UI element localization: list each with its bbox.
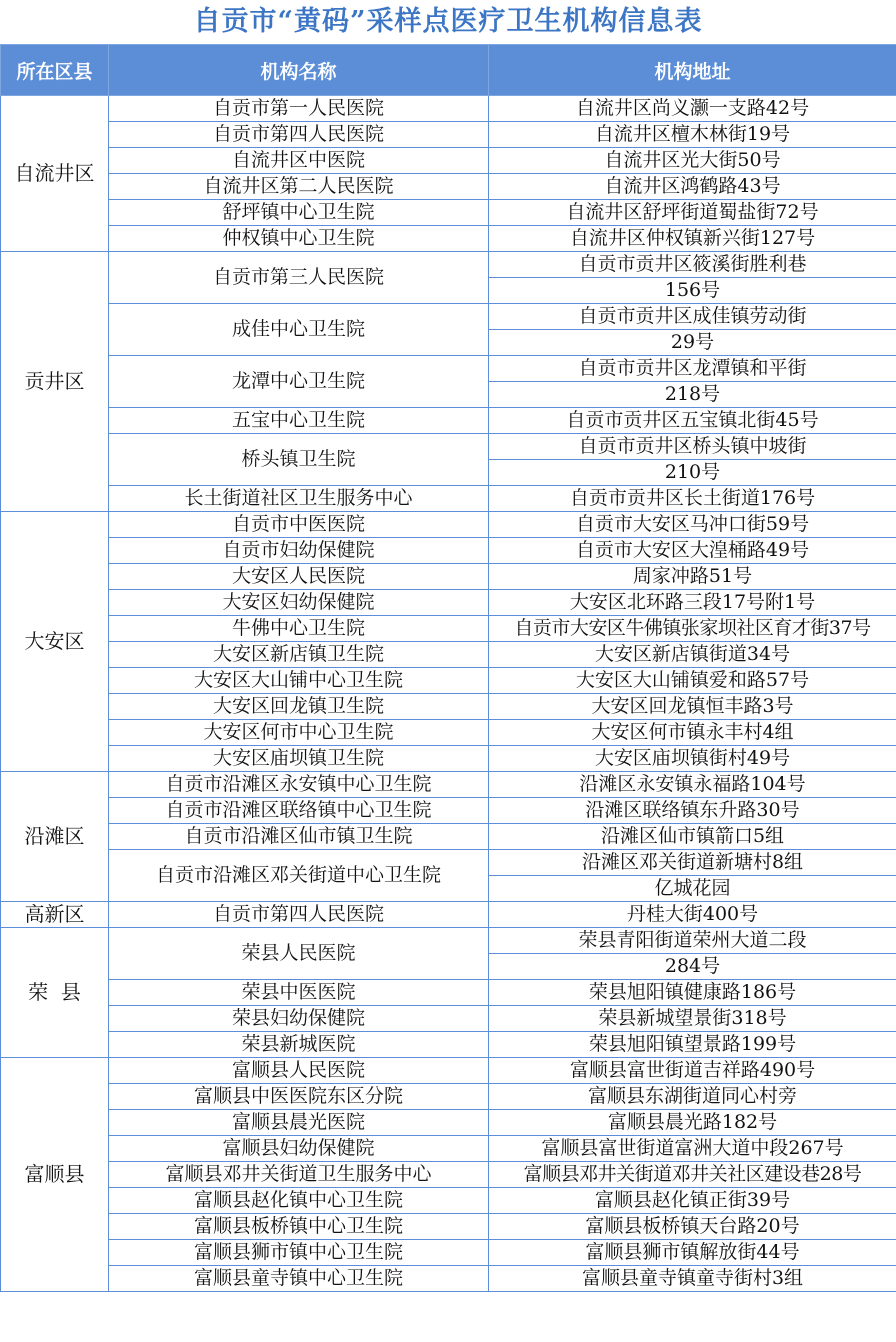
- institution-address-cell: 自贡市贡井区筱溪街胜利巷: [489, 252, 896, 278]
- table-row: [1, 564, 896, 590]
- table-row: [1, 1110, 896, 1136]
- institution-address-cell: 沿滩区联络镇东升路30号: [489, 798, 896, 824]
- institution-name-cell: 大安区妇幼保健院: [109, 590, 489, 616]
- table-body: [1, 96, 896, 1292]
- table-row: [1, 590, 896, 616]
- institution-address-cell: 自贡市贡井区长土街道176号: [489, 486, 896, 512]
- institution-address-cell: 亿城花园: [489, 876, 896, 902]
- table-row: [1, 902, 896, 928]
- institution-name-cell: 富顺县赵化镇中心卫生院: [109, 1188, 489, 1214]
- district-cell: 荣 县: [1, 928, 109, 1058]
- institution-address-cell: 荣县旭阳镇健康路186号: [489, 980, 896, 1006]
- district-cell: 自流井区: [1, 96, 109, 252]
- table-row: [1, 1006, 896, 1032]
- institution-name-cell: 自贡市第一人民医院: [109, 96, 489, 122]
- table-row: [1, 512, 896, 538]
- institution-address-cell: 自贡市贡井区桥头镇中坡街: [489, 434, 896, 460]
- institution-name-cell: 舒坪镇中心卫生院: [109, 200, 489, 226]
- institution-address-cell: 沿滩区邓关街道新塘村8组: [489, 850, 896, 876]
- institution-name-cell: 自贡市第四人民医院: [109, 902, 489, 928]
- table-row: [1, 434, 896, 460]
- institution-address-cell: 自流井区光大街50号: [489, 148, 896, 174]
- table-row: [1, 824, 896, 850]
- table-row: [1, 694, 896, 720]
- institution-name-cell: 自流井区中医院: [109, 148, 489, 174]
- table-header-row: [1, 45, 896, 96]
- table-row: [1, 304, 896, 330]
- institution-address-cell: 284号: [489, 954, 896, 980]
- district-cell: 大安区: [1, 512, 109, 772]
- institution-name-cell: 牛佛中心卫生院: [109, 616, 489, 642]
- institution-address-cell: 丹桂大街400号: [489, 902, 896, 928]
- table-row: [1, 1084, 896, 1110]
- table-row: [1, 408, 896, 434]
- institution-address-cell: 自流井区檀木林街19号: [489, 122, 896, 148]
- institution-address-cell: 29号: [489, 330, 896, 356]
- institution-name-cell: 大安区何市中心卫生院: [109, 720, 489, 746]
- institution-address-cell: 富顺县童寺镇童寺街村3组: [489, 1266, 896, 1292]
- institution-address-cell: 自贡市贡井区龙潭镇和平街: [489, 356, 896, 382]
- table-row: [1, 356, 896, 382]
- institution-address-cell: 大安区回龙镇恒丰路3号: [489, 694, 896, 720]
- institution-address-cell: 沿滩区永安镇永福路104号: [489, 772, 896, 798]
- header-address: 机构地址: [489, 45, 896, 96]
- institution-address-cell: 自流井区鸿鹤路43号: [489, 174, 896, 200]
- institution-name-cell: 五宝中心卫生院: [109, 408, 489, 434]
- institution-address-cell: 富顺县东湖街道同心村旁: [489, 1084, 896, 1110]
- table-row: [1, 1162, 896, 1188]
- institution-address-cell: 大安区新店镇街道34号: [489, 642, 896, 668]
- table-row: [1, 252, 896, 278]
- institution-address-cell: 大安区北环路三段17号附1号: [489, 590, 896, 616]
- institution-name-cell: 自贡市沿滩区邓关街道中心卫生院: [109, 850, 489, 902]
- institution-address-cell: 富顺县富世街道富洲大道中段267号: [489, 1136, 896, 1162]
- institution-name-cell: 富顺县中医医院东区分院: [109, 1084, 489, 1110]
- institution-address-cell: 自流井区尚义灏一支路42号: [489, 96, 896, 122]
- institution-name-cell: 成佳中心卫生院: [109, 304, 489, 356]
- institution-address-cell: 荣县旭阳镇望景路199号: [489, 1032, 896, 1058]
- table-row: [1, 1032, 896, 1058]
- institution-address-cell: 自流井区舒坪街道蜀盐街72号: [489, 200, 896, 226]
- institution-address-cell: 自贡市贡井区成佳镇劳动街: [489, 304, 896, 330]
- institution-address-cell: 自贡市贡井区五宝镇北街45号: [489, 408, 896, 434]
- table-row: [1, 720, 896, 746]
- institution-name-cell: 富顺县晨光医院: [109, 1110, 489, 1136]
- institution-address-cell: 自贡市大安区大湟桶路49号: [489, 538, 896, 564]
- institution-name-cell: 龙潭中心卫生院: [109, 356, 489, 408]
- institution-name-cell: 自贡市妇幼保健院: [109, 538, 489, 564]
- table-row: [1, 538, 896, 564]
- institution-address-cell: 自流井区仲权镇新兴街127号: [489, 226, 896, 252]
- page-title: 自贡市“黄码”采样点医疗卫生机构信息表: [193, 6, 703, 37]
- table-row: [1, 1240, 896, 1266]
- institution-name-cell: 荣县人民医院: [109, 928, 489, 980]
- district-cell: 高新区: [1, 902, 109, 928]
- institution-address-cell: 富顺县赵化镇正街39号: [489, 1188, 896, 1214]
- institution-address-cell: 荣县新城望景街318号: [489, 1006, 896, 1032]
- district-cell: 贡井区: [1, 252, 109, 512]
- institution-address-cell: 自贡市大安区马冲口街59号: [489, 512, 896, 538]
- table-row: [1, 642, 896, 668]
- institution-name-cell: 大安区大山铺中心卫生院: [109, 668, 489, 694]
- table-row: [1, 486, 896, 512]
- institution-name-cell: 富顺县邓井关街道卫生服务中心: [109, 1162, 489, 1188]
- table-row: [1, 746, 896, 772]
- institution-name-cell: 富顺县童寺镇中心卫生院: [109, 1266, 489, 1292]
- institution-address-cell: 周家冲路51号: [489, 564, 896, 590]
- institution-name-cell: 自贡市沿滩区仙市镇卫生院: [109, 824, 489, 850]
- header-name: 机构名称: [109, 45, 489, 96]
- institution-address-cell: 大安区大山铺镇爱和路57号: [489, 668, 896, 694]
- table-row: [1, 928, 896, 954]
- institution-address-cell: 荣县青阳街道荣州大道二段: [489, 928, 896, 954]
- institution-address-cell: 富顺县邓井关街道邓井关社区建设巷28号: [489, 1162, 896, 1188]
- institution-address-cell: 自贡市大安区牛佛镇张家坝社区育才街37号: [489, 616, 896, 642]
- institution-name-cell: 桥头镇卫生院: [109, 434, 489, 486]
- institution-address-cell: 大安区何市镇永丰村4组: [489, 720, 896, 746]
- table-row: [1, 616, 896, 642]
- table-row: [1, 1136, 896, 1162]
- institution-address-cell: 富顺县富世街道吉祥路490号: [489, 1058, 896, 1084]
- table-row: [1, 668, 896, 694]
- table-row: [1, 1188, 896, 1214]
- institution-name-cell: 长土街道社区卫生服务中心: [109, 486, 489, 512]
- table-row: [1, 1266, 896, 1292]
- institution-name-cell: 荣县妇幼保健院: [109, 1006, 489, 1032]
- institution-name-cell: 大安区新店镇卫生院: [109, 642, 489, 668]
- table-row: [1, 122, 896, 148]
- table-row: [1, 980, 896, 1006]
- district-cell: 沿滩区: [1, 772, 109, 902]
- institution-name-cell: 自贡市第三人民医院: [109, 252, 489, 304]
- table-row: [1, 798, 896, 824]
- table-row: [1, 96, 896, 122]
- institution-name-cell: 自贡市沿滩区永安镇中心卫生院: [109, 772, 489, 798]
- institution-name-cell: 富顺县人民医院: [109, 1058, 489, 1084]
- institution-name-cell: 自流井区第二人民医院: [109, 174, 489, 200]
- institution-name-cell: 富顺县妇幼保健院: [109, 1136, 489, 1162]
- institution-address-cell: 富顺县板桥镇天台路20号: [489, 1214, 896, 1240]
- institution-table: [0, 44, 896, 1292]
- institution-name-cell: 自贡市中医医院: [109, 512, 489, 538]
- table-row: [1, 1058, 896, 1084]
- institution-name-cell: 荣县中医医院: [109, 980, 489, 1006]
- table-row: [1, 148, 896, 174]
- institution-address-cell: 大安区庙坝镇街村49号: [489, 746, 896, 772]
- institution-name-cell: 大安区回龙镇卫生院: [109, 694, 489, 720]
- header-district: 所在区县: [1, 45, 109, 96]
- table-row: [1, 1214, 896, 1240]
- institution-address-cell: 210号: [489, 460, 896, 486]
- institution-name-cell: 大安区庙坝镇卫生院: [109, 746, 489, 772]
- institution-name-cell: 自贡市第四人民医院: [109, 122, 489, 148]
- institution-name-cell: 富顺县狮市镇中心卫生院: [109, 1240, 489, 1266]
- table-row: [1, 850, 896, 876]
- institution-address-cell: 富顺县晨光路182号: [489, 1110, 896, 1136]
- district-cell: 富顺县: [1, 1058, 109, 1292]
- institution-address-cell: 富顺县狮市镇解放街44号: [489, 1240, 896, 1266]
- institution-name-cell: 仲权镇中心卫生院: [109, 226, 489, 252]
- institution-name-cell: 大安区人民医院: [109, 564, 489, 590]
- institution-address-cell: 156号: [489, 278, 896, 304]
- institution-address-cell: 沿滩区仙市镇箭口5组: [489, 824, 896, 850]
- institution-address-cell: 218号: [489, 382, 896, 408]
- institution-name-cell: 荣县新城医院: [109, 1032, 489, 1058]
- table-row: [1, 174, 896, 200]
- institution-name-cell: 富顺县板桥镇中心卫生院: [109, 1214, 489, 1240]
- table-row: [1, 200, 896, 226]
- table-row: [1, 772, 896, 798]
- institution-name-cell: 自贡市沿滩区联络镇中心卫生院: [109, 798, 489, 824]
- table-row: [1, 226, 896, 252]
